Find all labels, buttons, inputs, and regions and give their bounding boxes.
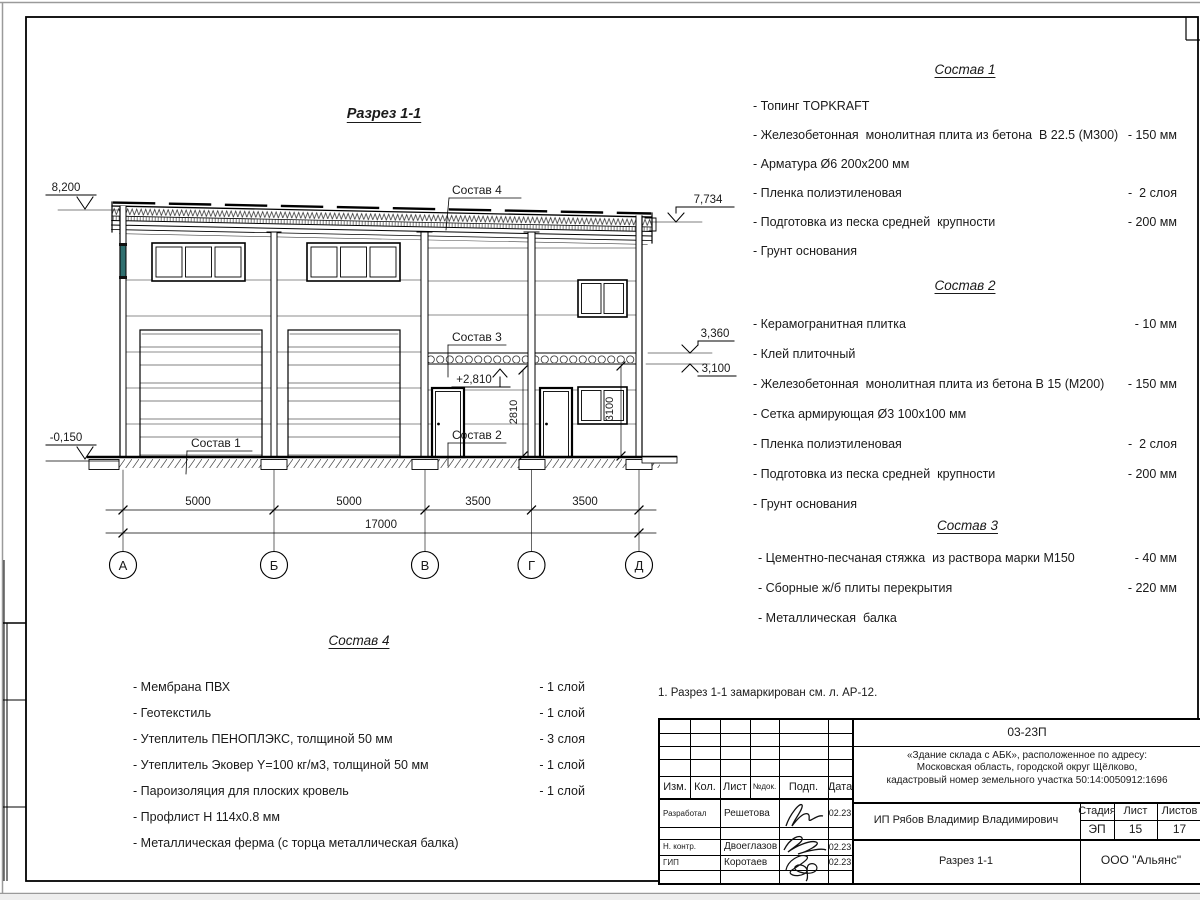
list-item: - Пленка полиэтиленовая - 2 слоя bbox=[753, 437, 1177, 451]
stamp-header-list: Лист bbox=[723, 780, 747, 793]
list-item: - Утеплитель Эковер Y=100 кг/м3, толщиной 50 мм - 1 слой bbox=[133, 758, 585, 772]
abk-door-2 bbox=[540, 388, 572, 457]
signature-developer bbox=[780, 800, 826, 830]
stamp-role-gip: ГИП bbox=[663, 857, 679, 867]
composition-2 bbox=[753, 278, 1177, 527]
list-item: - Железобетонная монолитная плита из бетона В 15 (М200) - 150 мм bbox=[753, 377, 1177, 391]
axis-a: А bbox=[118, 558, 128, 573]
list-item: - Сборные ж/б плиты перекрытия - 220 мм bbox=[758, 581, 1177, 595]
callout-sostav1: Состав 1 bbox=[191, 436, 241, 450]
stamp-project-line3: кадастровый номер земельного участка 50:14:0050912:1696 bbox=[886, 775, 1168, 787]
list-item: - Цементно-песчаная стяжка из раствора марки М150 - 40 мм bbox=[758, 551, 1177, 565]
list-item: - Металлическая балка bbox=[758, 611, 897, 625]
list-item: - Топинг TOPKRAFT bbox=[753, 99, 870, 113]
building-section bbox=[46, 182, 736, 579]
level-3360: 3,360 bbox=[700, 328, 730, 340]
dim-5000-1: 5000 bbox=[185, 496, 211, 508]
list-item: - Пленка полиэтиленовая - 2 слоя bbox=[753, 186, 1177, 200]
composition-3-title: Состав 3 bbox=[937, 518, 998, 533]
dim-17000: 17000 bbox=[365, 519, 397, 531]
stamp-project-line2: Московская область, городской округ Щёлково, bbox=[916, 762, 1138, 774]
list-item: - Грунт основания bbox=[753, 244, 858, 258]
level-8200: 8,200 bbox=[51, 182, 81, 194]
gate-2 bbox=[288, 330, 400, 457]
section-title: Разрез 1-1 bbox=[346, 106, 422, 122]
stamp-header-kol: Кол. bbox=[694, 780, 716, 793]
dim-5000-2: 5000 bbox=[336, 496, 362, 508]
stamp-header-listov: Листов bbox=[1161, 804, 1198, 817]
stamp-role-developer: Разработал bbox=[663, 808, 707, 818]
stamp-listov-value: 17 bbox=[1172, 821, 1187, 836]
list-item: - Грунт основания bbox=[753, 497, 858, 511]
list-item: - Подготовка из песка средней крупности - 200 мм bbox=[753, 467, 1177, 481]
roof bbox=[111, 203, 652, 245]
title-block bbox=[658, 718, 1200, 885]
stamp-header-izm: Изм. bbox=[663, 780, 687, 793]
list-item: - Железобетонная монолитная плита из бетона В 22.5 (М300) - 150 мм bbox=[753, 128, 1177, 142]
list-item: - Геотекстиль - 1 слой bbox=[133, 706, 585, 720]
dim-3500-1: 3500 bbox=[465, 496, 491, 508]
dim-2810: 2810 bbox=[508, 399, 520, 425]
dimension-chain bbox=[106, 470, 656, 551]
stamp-role-ncontrol: Н. контр. bbox=[663, 842, 697, 852]
stamp-stadia-value: ЭП bbox=[1088, 821, 1106, 836]
axis-bubbles bbox=[110, 552, 653, 579]
composition-2-title: Состав 2 bbox=[934, 278, 996, 293]
list-item: - Металлическая ферма (с торца металлическая балка) bbox=[133, 836, 459, 850]
level-plus2810: +2,810 bbox=[456, 374, 492, 386]
abk-lower-window bbox=[578, 387, 627, 424]
list-item: - Профлист Н 114х0.8 мм bbox=[133, 810, 280, 824]
ground-slab bbox=[46, 457, 677, 470]
stamp-header-data: Дата bbox=[827, 780, 853, 793]
composition-4-title: Состав 4 bbox=[328, 633, 390, 648]
list-item: - Сетка армирующая Ø3 100х100 мм bbox=[753, 407, 967, 421]
stamp-sheet-title: Разрез 1-1 bbox=[938, 854, 993, 867]
callout-sostav2: Состав 2 bbox=[452, 428, 502, 442]
sheet-note: 1. Разрез 1-1 замаркирован см. л. АР-12. bbox=[658, 687, 878, 699]
composition-1-title: Состав 1 bbox=[934, 62, 996, 77]
stamp-company: ООО "Альянс" bbox=[1100, 853, 1182, 868]
callout-sostav4: Состав 4 bbox=[452, 183, 502, 197]
stamp-date-gip: 02.23 bbox=[828, 857, 852, 868]
stamp-name-developer: Решетова bbox=[724, 807, 770, 819]
list-item: - Утеплитель ПЕНОПЛЭКС, толщиной 50 мм - 3 слоя bbox=[133, 732, 585, 746]
level-3100: 3,100 bbox=[701, 363, 731, 375]
axis-g: Г bbox=[527, 558, 536, 573]
stamp-header-ndok: №док. bbox=[752, 782, 777, 792]
abk-upper-window bbox=[578, 280, 627, 317]
stamp-name-ncontrol: Двоеглазов bbox=[724, 841, 778, 853]
list-item: - Пароизоляция для плоских кровель - 1 слой bbox=[133, 784, 585, 798]
signature-gip bbox=[776, 832, 830, 882]
dim-3500-2: 3500 bbox=[572, 496, 598, 508]
stamp-header-list2: Лист bbox=[1123, 804, 1148, 817]
level-7734: 7,734 bbox=[693, 194, 723, 206]
stamp-header-podp: Подп. bbox=[788, 780, 819, 793]
stamp-client: ИП Рябов Владимир Владимирович bbox=[873, 814, 1059, 827]
stamp-date-developer: 02.23 bbox=[828, 808, 852, 819]
level-minus0150: -0,150 bbox=[49, 432, 83, 444]
callout-sostav3: Состав 3 bbox=[452, 330, 502, 344]
axis-d: Д bbox=[634, 558, 644, 573]
composition-1 bbox=[753, 62, 1177, 273]
list-item: - Керамогранитная плитка - 10 мм bbox=[753, 317, 1177, 331]
list-item: - Арматура Ø6 200х200 мм bbox=[753, 157, 910, 171]
stamp-header-stadia: Стадия bbox=[1078, 804, 1116, 817]
composition-3 bbox=[758, 518, 1177, 641]
steel-column-highlight bbox=[121, 245, 126, 278]
list-item: - Подготовка из песка средней крупности - 200 мм bbox=[753, 215, 1177, 229]
stamp-name-gip: Коротаев bbox=[724, 856, 768, 868]
stamp-date-ncontrol: 02.23 bbox=[828, 841, 852, 852]
composition-4 bbox=[133, 633, 585, 862]
list-item: - Клей плиточный bbox=[753, 347, 856, 361]
axis-v: В bbox=[420, 558, 430, 573]
list-item: - Мембрана ПВХ - 1 слой bbox=[133, 680, 585, 694]
stamp-doc-number: 03-23П bbox=[1007, 725, 1047, 740]
axis-b: Б bbox=[269, 558, 279, 573]
stamp-list-value: 15 bbox=[1128, 821, 1143, 836]
stamp-project-line1: «Здание склада с АБК», расположенное по адресу: bbox=[907, 750, 1147, 762]
dim-3100: 3100 bbox=[604, 396, 616, 422]
